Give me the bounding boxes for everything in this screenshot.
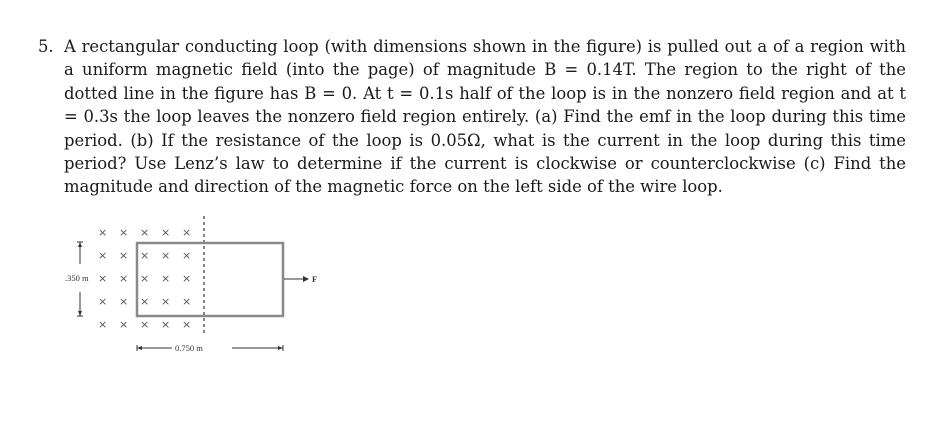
field-x-mark: ×	[182, 318, 192, 331]
field-x-mark: ×	[182, 272, 192, 285]
width-label: 0.750 m	[175, 343, 203, 353]
field-x-mark: ×	[119, 226, 129, 239]
problem-text: A rectangular conducting loop (with dimensions shown in the figure) is pulled out a of a region with a uniform magnetic field (into the page) of magnitude B = 0.14T. The region to the right of the dotted line in the figure has B = 0. At t = 0.1s half of the loop is in the nonzero field region and at t = 0.3s the loop leaves the nonzero field region entirely. (a) Find the emf in the loop during this time period. (b) If the resistance of the loop is 0.05Ω, what is the current in the loop during this time period? Use Lenz’s law to determine if the current is clockwise or counterclockwise (c) Find the magnitude and direction of the magnetic force on the left side of the wire loop.	[64, 37, 912, 197]
field-x-mark: ×	[98, 295, 108, 308]
problem-number: 5.	[38, 37, 54, 56]
problem-statement	[64, 35, 912, 199]
field-x-mark: ×	[98, 318, 108, 331]
field-x-mark: ×	[98, 226, 108, 239]
field-x-mark: ×	[161, 226, 171, 239]
field-x-mark: ×	[140, 295, 150, 308]
field-x-mark: ×	[119, 249, 129, 262]
problem-5	[38, 35, 912, 199]
field-x-mark: ×	[140, 318, 150, 331]
field-x-mark: ×	[140, 249, 150, 262]
field-x-mark: ×	[161, 295, 171, 308]
field-x-mark: ×	[98, 249, 108, 262]
field-x-mark: ×	[182, 249, 192, 262]
field-x-mark: ×	[119, 272, 129, 285]
loop-figure	[60, 210, 340, 360]
conducting-loop	[137, 243, 283, 316]
field-x-mark: ×	[140, 226, 150, 239]
width-dimension	[137, 345, 283, 351]
field-x-mark: ×	[119, 295, 129, 308]
force-arrow	[284, 276, 309, 282]
field-x-mark: ×	[119, 318, 129, 331]
force-label: F	[312, 274, 318, 284]
height-label: .350 m	[65, 273, 89, 283]
field-x-mark: ×	[182, 295, 192, 308]
field-x-mark: ×	[140, 272, 150, 285]
field-x-mark: ×	[161, 272, 171, 285]
field-x-mark: ×	[161, 249, 171, 262]
field-x-mark: ×	[161, 318, 171, 331]
field-x-mark: ×	[182, 226, 192, 239]
field-x-mark: ×	[98, 272, 108, 285]
